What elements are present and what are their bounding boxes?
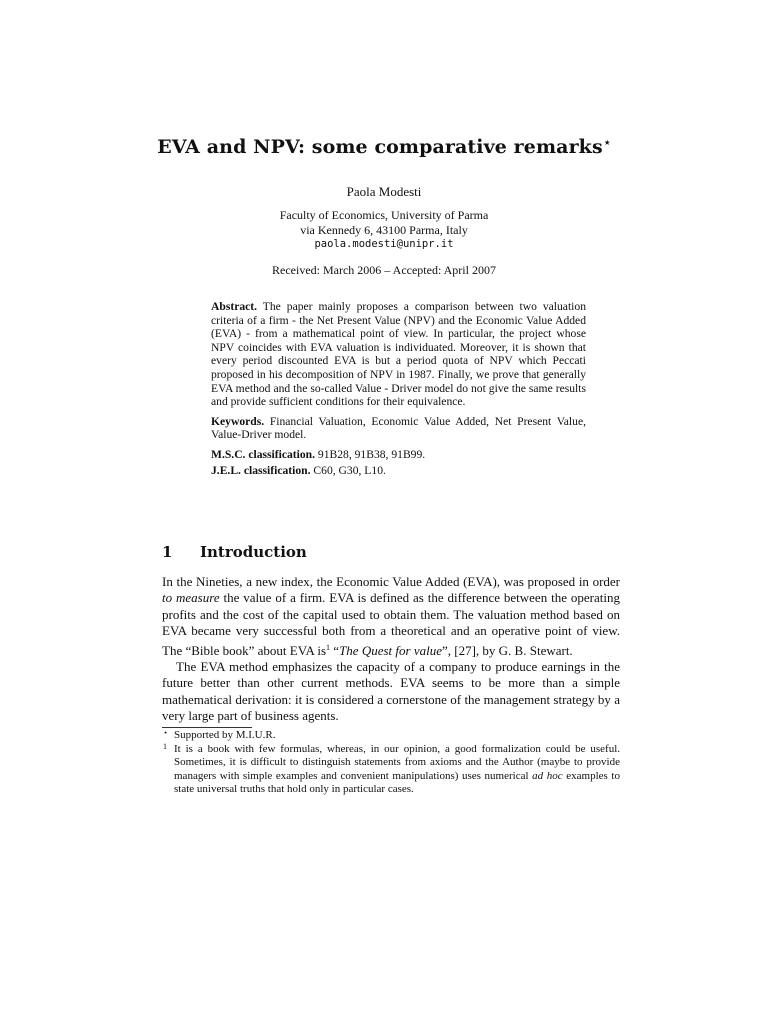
footnote-divider [162, 727, 252, 728]
affiliation-line-1: Faculty of Economics, University of Parma [279, 208, 489, 222]
footnote-star-mark: ⋆ [163, 728, 169, 737]
footnote-ref-1: 1 [326, 642, 331, 652]
section-body [162, 574, 620, 725]
body-p1-part-d: ”, [27], by G. B. Stewart. [441, 642, 573, 658]
footnote-star-text: Supported by M.I.U.R. [174, 729, 276, 741]
keywords-text: Financial Valuation, Economic Value Added, Net Present Value, Value-Driver model. [211, 414, 586, 442]
affiliation [0, 208, 768, 252]
author-name: Paola Modesti [346, 184, 422, 199]
abstract-paragraph [211, 300, 586, 409]
section-number: 1 [162, 543, 173, 561]
footnote-star [162, 729, 620, 743]
footnote-1 [162, 743, 620, 797]
body-p1-emphasis: to measure [162, 590, 220, 606]
footnote-1-mark: 1 [163, 741, 167, 751]
footnote-1-text-a: It is a book with few formulas, whereas, in our opinion, a good formalization could be useful. Sometimes, it is difficult to distinguish statements from axioms and the Author (maybe to provide managers with simple examples and convenient manipulations) uses numerical [174, 742, 620, 782]
book-title: The Quest for value [339, 642, 442, 658]
msc-label: M.S.C. classification. [211, 447, 316, 461]
author-email: paola.modesti@unipr.it [314, 238, 454, 250]
body-p1-part-c: “ [330, 642, 340, 658]
abstract-block [211, 300, 586, 477]
msc-codes: 91B28, 91B38, 91B99. [317, 447, 426, 461]
paper-title [0, 136, 768, 158]
jel-label: J.E.L. classification. [211, 463, 311, 477]
body-paragraph-2: The EVA method emphasizes the capacity of a company to produce earnings in the future better than other current methods. EVA seems to be more than a simple mathematical derivation: it is considered a cornerstone of the management strategy by a very large part of business agents. [162, 659, 620, 724]
footnotes [162, 729, 620, 797]
received-accepted-dates: Received: March 2006 – Accepted: April 2007 [272, 263, 496, 277]
title-text: EVA and NPV: some comparative remarks [157, 136, 603, 158]
keywords-paragraph [211, 415, 586, 442]
abstract-label: Abstract. [211, 300, 258, 313]
body-paragraph-1 [162, 574, 620, 659]
body-p1-part-a: In the Nineties, a new index, the Economic Value Added (EVA), was proposed in order [162, 574, 620, 589]
section-heading [162, 543, 307, 561]
footnote-1-text-b: examples to state universal truths that hold only in particular cases. [174, 769, 620, 796]
affiliation-line-2: via Kennedy 6, 43100 Parma, Italy [300, 222, 468, 237]
footnote-1-emphasis: ad hoc [532, 769, 563, 782]
abstract-text: The paper mainly proposes a comparison between two valuation criteria of a firm - the Net Present Value (NPV) and the Economic Value Added (EVA) - from a mathematical point of view. In particular, the project whose NPV coincides with EVA valuation is individuated. Moreover, it is shown that every period discounted EVA is but a period quota of NPV which Peccati proposed in his decomposition of NPV in 1987. Finally, we prove that generally EVA method and the so-called Value - Driver model do not give the same results and provide sufficient conditions for their equivalence. [211, 300, 586, 409]
title-footnote-mark: ⋆ [603, 136, 611, 149]
section-title: Introduction [200, 543, 307, 561]
msc-classification [211, 448, 586, 462]
jel-codes: C60, G30, L10. [313, 463, 386, 477]
keywords-label: Keywords. [211, 414, 265, 428]
jel-classification [211, 464, 586, 478]
body-p1-part-b: the value of a firm. EVA is defined as the difference between the operating profits and the cost of the capital used to obtain them. The valuation method based on EVA became very successful both from a theoretical and an operative point of view. The “Bible book” about EVA is [162, 590, 620, 658]
